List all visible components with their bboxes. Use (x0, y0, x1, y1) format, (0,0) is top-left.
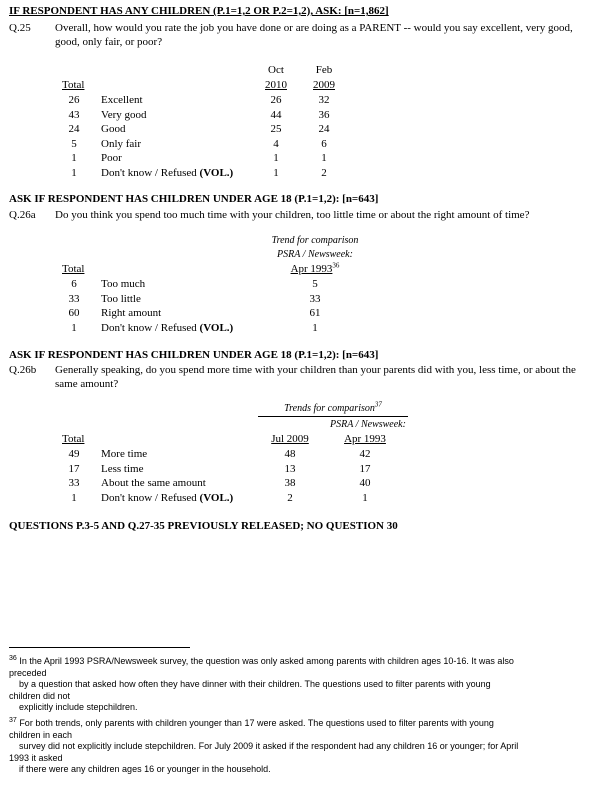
q26b-row-label-vol: (VOL.) (196, 491, 234, 504)
q25-row-label (101, 122, 125, 136)
q25-row-oct: 1 (273, 166, 279, 179)
q25-row-label (101, 137, 141, 151)
q25-row-label-text: Very good (101, 108, 147, 121)
footnote-ref-37: 37 (374, 400, 382, 409)
q26b-row-apr: 17 (359, 462, 371, 475)
closing-note: QUESTIONS P.3-5 AND Q.27-35 PREVIOUSLY RELEASED; NO QUESTION 30 (9, 520, 398, 532)
q26a-row-label-text: Right amount (101, 307, 162, 319)
footnote-37-line: survey did not explicitly include stepchildren. For July 2009 it asked if the respondent had any children 16 or younger; for April (19, 741, 519, 751)
q25-row-feb: 1 (321, 152, 327, 164)
footnote-37-line: children in each (9, 729, 73, 740)
q26b-col-total: Total (62, 433, 85, 445)
q25-row-total: 5 (71, 137, 77, 150)
footnote-36-line: explicitly include stepchildren. (19, 702, 138, 712)
q26b-row-label (101, 491, 233, 505)
footnote-36-line: by a question that asked how often they have dinner with their children. The questions used to filter parents with young (19, 679, 491, 689)
q26a-trend-date-text: Apr 1993 (290, 263, 333, 275)
q25-row-label-text: Good (101, 123, 126, 135)
q25-row-feb: 36 (318, 108, 330, 121)
q26a-row-label-text: Too much (101, 278, 146, 290)
q26b-row-total: 49 (68, 448, 80, 460)
q26b-row-label-text: Don't know / Refused (101, 491, 197, 504)
q26a-row-total: 60 (68, 307, 80, 319)
q26a-row-label-vol: (VOL.) (196, 321, 234, 334)
footnote-37-number: 37 (9, 717, 17, 724)
footnote-separator (9, 647, 190, 648)
q25-row-total: 43 (68, 108, 80, 121)
q26b-trends-label-text: Trends for comparison (284, 403, 375, 414)
q25-row-label-text: Don't know / Refused (101, 166, 197, 179)
q25-row-oct: 25 (270, 123, 282, 135)
q26a-number: Q.26a (9, 209, 36, 221)
q26b-row-label-text: Less time (101, 462, 144, 475)
q26a-col-total: Total (62, 263, 85, 275)
q25-question-text: Overall, how would you rate the job you have done or are doing as a PARENT -- would you say excellent, very good, good, only fair, or poor? (55, 22, 573, 48)
q26b-row-jul: 2 (287, 491, 293, 504)
q26a-row-label (101, 292, 141, 306)
q25-row-total: 26 (68, 94, 80, 106)
q26b-trends-label (258, 402, 408, 416)
q26a-trend-label: Trend for comparison (271, 235, 359, 246)
q26b-row-jul: 38 (284, 477, 296, 489)
q26a-row-total: 1 (71, 321, 77, 334)
q25-col-feb-month: Feb (315, 64, 333, 76)
q26a-question-text: Do you think you spend too much time with your children, too little time or about the right amount of time? (55, 209, 530, 221)
q26a-row-trend: 1 (312, 321, 318, 334)
q25-header: IF RESPONDENT HAS ANY CHILDREN (P.1=1,2 OR P.2=1,2), ASK: [n=1,862] (9, 5, 389, 17)
q25-row-label-text: Only fair (101, 137, 142, 150)
q26b-row-label (101, 462, 143, 476)
footnote-37-line: if there were any children ages 16 or younger in the household. (19, 764, 271, 774)
q25-row-label-text: Excellent (101, 94, 143, 106)
q26b-question-text: Generally speaking, do you spend more time with your children than your parents did with you, less time, or about the same amount? (55, 364, 576, 390)
q25-row-total: 1 (71, 166, 77, 179)
q25-row-feb: 32 (318, 94, 330, 106)
q25-row-feb: 6 (321, 137, 327, 150)
q26a-header: ASK IF RESPONDENT HAS CHILDREN UNDER AGE 18 (P.1=1,2): [n=643] (9, 193, 379, 205)
q25-col-feb-year: 2009 (313, 79, 335, 91)
q26a-row-label (101, 277, 145, 291)
q26b-col-apr: Apr 1993 (344, 433, 386, 445)
footnote-36-line: preceded (9, 667, 47, 678)
q26b-row-total: 33 (68, 477, 80, 489)
q25-row-label (101, 93, 143, 107)
q26b-row-label (101, 476, 206, 490)
q26a-trend-date (245, 262, 385, 276)
footnote-37-line: 1993 it asked (9, 752, 63, 763)
q26a-row-label-text: Too little (101, 292, 141, 305)
q26b-row-apr: 40 (359, 477, 371, 489)
footnote-37-line: $^{37}$ For both trends, only parents with children younger than 17 were asked. The questions used to filter parents with young (9, 717, 494, 728)
q25-row-label (101, 151, 122, 165)
q26b-row-label-text: More time (101, 448, 148, 460)
q26a-row-trend: 61 (309, 307, 321, 319)
q26a-row-label (101, 306, 161, 320)
q25-col-oct-month: Oct (268, 64, 284, 76)
footnote-ref-36: 36 (332, 261, 340, 270)
footnote-36-number: 36 (9, 655, 17, 662)
q26a-row-total: 33 (68, 292, 80, 305)
q25-col-total: Total (62, 79, 85, 91)
q26b-row-jul: 48 (284, 448, 296, 460)
q26b-trends-rule (258, 416, 408, 417)
q26a-trend-source: PSRA / Newsweek: (277, 249, 353, 260)
q26b-row-jul: 13 (284, 462, 296, 475)
q25-row-label (101, 166, 233, 180)
q26b-row-label-text: About the same amount (101, 477, 206, 489)
q25-row-oct: 26 (270, 94, 282, 106)
q26b-row-total: 1 (71, 491, 77, 504)
q26b-row-label (101, 447, 147, 461)
q26a-row-trend: 5 (312, 278, 318, 290)
q25-row-oct: 44 (270, 108, 282, 121)
footnote-36-line: children did not (9, 690, 71, 701)
footnote-36-line: $^{36}$ In the April 1993 PSRA/Newsweek survey, the question was only asked among parents with children ages 10-16. It was also (9, 655, 514, 666)
q26b-row-apr: 1 (362, 491, 368, 504)
q25-row-oct: 1 (273, 152, 279, 164)
q25-row-total: 1 (71, 152, 77, 164)
q26a-row-trend: 33 (309, 292, 321, 305)
q26a-row-label-text: Don't know / Refused (101, 321, 197, 334)
q26b-row-total: 17 (68, 462, 80, 475)
q25-row-label-vol: (VOL.) (196, 166, 234, 179)
q25-row-label-text: Poor (101, 152, 122, 164)
q26b-header: ASK IF RESPONDENT HAS CHILDREN UNDER AGE 18 (P.1=1,2): [n=643] (9, 349, 379, 361)
q25-row-total: 24 (68, 123, 80, 135)
q26b-col-jul: Jul 2009 (271, 433, 309, 445)
q26b-row-apr: 42 (359, 448, 371, 460)
q25-row-oct: 4 (273, 137, 279, 150)
q26a-row-label (101, 321, 233, 335)
q26b-number: Q.26b (9, 364, 37, 376)
q25-row-feb: 24 (318, 123, 330, 135)
q25-col-oct-year: 2010 (265, 79, 287, 91)
q25-row-feb: 2 (321, 166, 327, 179)
q25-number: Q.25 (9, 22, 31, 34)
q26a-row-total: 6 (71, 278, 77, 290)
q25-row-label (101, 108, 147, 122)
q26b-psra-label: PSRA / Newsweek: (330, 419, 406, 430)
